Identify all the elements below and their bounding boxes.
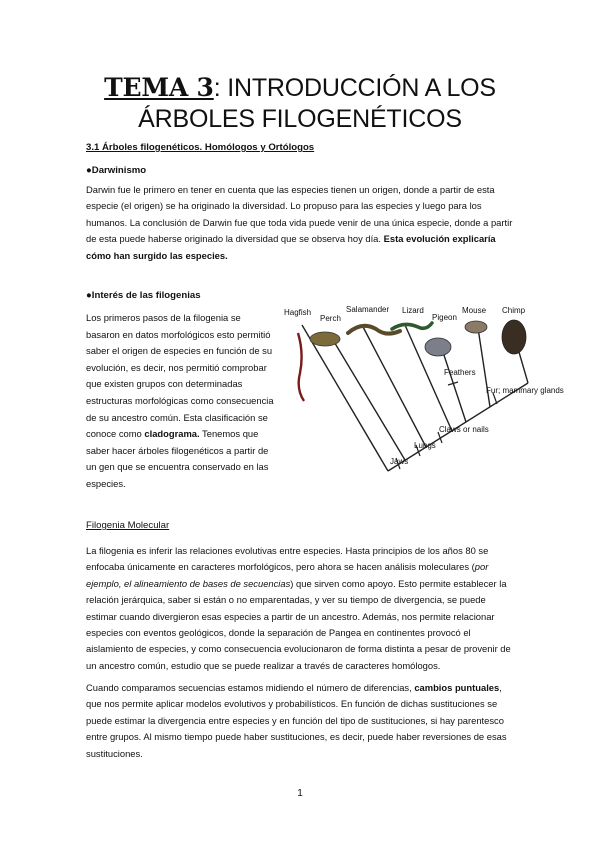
taxon-label-perch: Perch — [320, 314, 341, 323]
hagfish-icon — [298, 333, 304, 401]
trait-label-jaws: Jaws — [390, 457, 409, 466]
trait-label-feathers: Feathers — [444, 368, 476, 377]
section-heading-3-1: 3.1 Árboles filogenéticos. Homólogos y Ortólogos — [86, 142, 315, 153]
title-line1-rest: : INTRODUCCIÓN A LOS — [213, 74, 496, 102]
page-title — [60, 72, 540, 135]
pigeon-icon — [425, 338, 451, 356]
trait-label-claws: Claws or nails — [439, 425, 489, 434]
title-tema: TEMA 3 — [104, 73, 214, 102]
darwinismo-text: Darwin fue le primero en tener en cuenta que las especies tienen un origen, donde a partir de esta especie (el origen) se ha originado la diversidad. Lo propuso para las especies y luego para los humanos. La conclusión de Darwin fue que toda vida puede venir de una única especie, donde a partir de esta puede haberse originado la diversidad que se observa hoy día. — [86, 184, 513, 245]
taxon-label-pigeon: Pigeon — [432, 313, 457, 322]
molecular-heading: Filogenia Molecular — [86, 520, 170, 531]
molecular-paragraph-1 — [86, 543, 518, 674]
darwinismo-heading: ●Darwinismo — [86, 165, 147, 176]
perch-icon — [310, 332, 340, 346]
molecular-p1-italic: por ejemplo, el alineamiento de bases de secuencias — [86, 561, 489, 589]
filogenias-heading: ●Interés de las filogenias — [86, 290, 201, 301]
taxon-label-hagfish: Hagfish — [284, 308, 312, 317]
darwinismo-paragraph — [86, 182, 518, 264]
filogenias-text-2: Tenemos que saber hacer árboles filogenéticos a partir de un gen que se encuentra conservado en las especies. — [86, 428, 269, 489]
cladograma-term: cladograma. — [144, 428, 200, 440]
title-line2: ÁRBOLES FILOGENÉTICOS — [138, 105, 462, 133]
molecular-paragraph-2 — [86, 680, 518, 762]
filogenias-text-1: Los primeros pasos de la filogenia se basaron en datos morfológicos esto permitió saber el origen de especies en función de su evolución, es decir, nos permitió comprobar que existen grupos con determinadas estructuras morfológicas como consecuencia de su ancestro común. Esta clasificación se conoce como — [86, 312, 274, 440]
molecular-p2-b: , que nos permite aplicar modelos evolutivos y probabilísticos. En función de dichas sustituciones se puede estimar la divergencia entre especies y en función del tipo de sustituciones, si hay parentesco entre grupos. Al mismo tiempo puede haber sustituciones, es decir, puede haber reversiones de esas sustituciones. — [86, 682, 507, 759]
cladogram-figure — [280, 303, 564, 478]
taxon-label-salamander: Salamander — [346, 305, 390, 314]
trait-label-lungs: Lungs — [414, 441, 436, 450]
lizard-icon — [392, 323, 432, 329]
branch-perch — [330, 335, 405, 460]
page-number: 1 — [297, 788, 303, 799]
branch-mouse — [478, 328, 490, 407]
branch-salamander — [362, 325, 426, 447]
molecular-p2-a: Cuando comparamos secuencias estamos midiendo el número de diferencias, — [86, 682, 415, 693]
branch-hagfish — [302, 325, 388, 471]
molecular-p1-a: La filogenia es inferir las relaciones evolutivas entre especies. Hasta principios de los años 80 se enfocaba únicamente en caracteres morfológicos, pero ahora se hacen análisis moleculares ( — [86, 545, 489, 573]
taxon-label-mouse: Mouse — [462, 306, 487, 315]
chimp-icon — [502, 320, 526, 354]
mouse-icon — [465, 321, 487, 333]
molecular-p1-b: ) que sirven como apoyo. Esto permite establecer la relación jerárquica, saber si están o no emparentadas, y ver su tiempo de divergencia, se puede estimar cuando divergieron esas especies a partir de un ancestro. Además, nos permite relacionar especies con eventos geológicos, donde la separación de Pangea en continentes provocó el aislamiento de especies, y como consecuencia evolucionaron de forma distinta a pesar de provenir de un ancestro común, estudio que se puede realizar a través de caracteres homólogos. — [86, 577, 511, 671]
molecular-p2-bold: cambios puntuales — [414, 682, 500, 693]
taxon-label-lizard: Lizard — [402, 306, 424, 315]
filogenias-paragraph — [86, 310, 274, 493]
darwinismo-bold-text: Esta evolución explicaría cómo han surgido las especies. — [86, 233, 496, 261]
trait-label-fur: Fur; mammary glands — [486, 386, 564, 395]
taxon-label-chimp: Chimp — [502, 306, 526, 315]
